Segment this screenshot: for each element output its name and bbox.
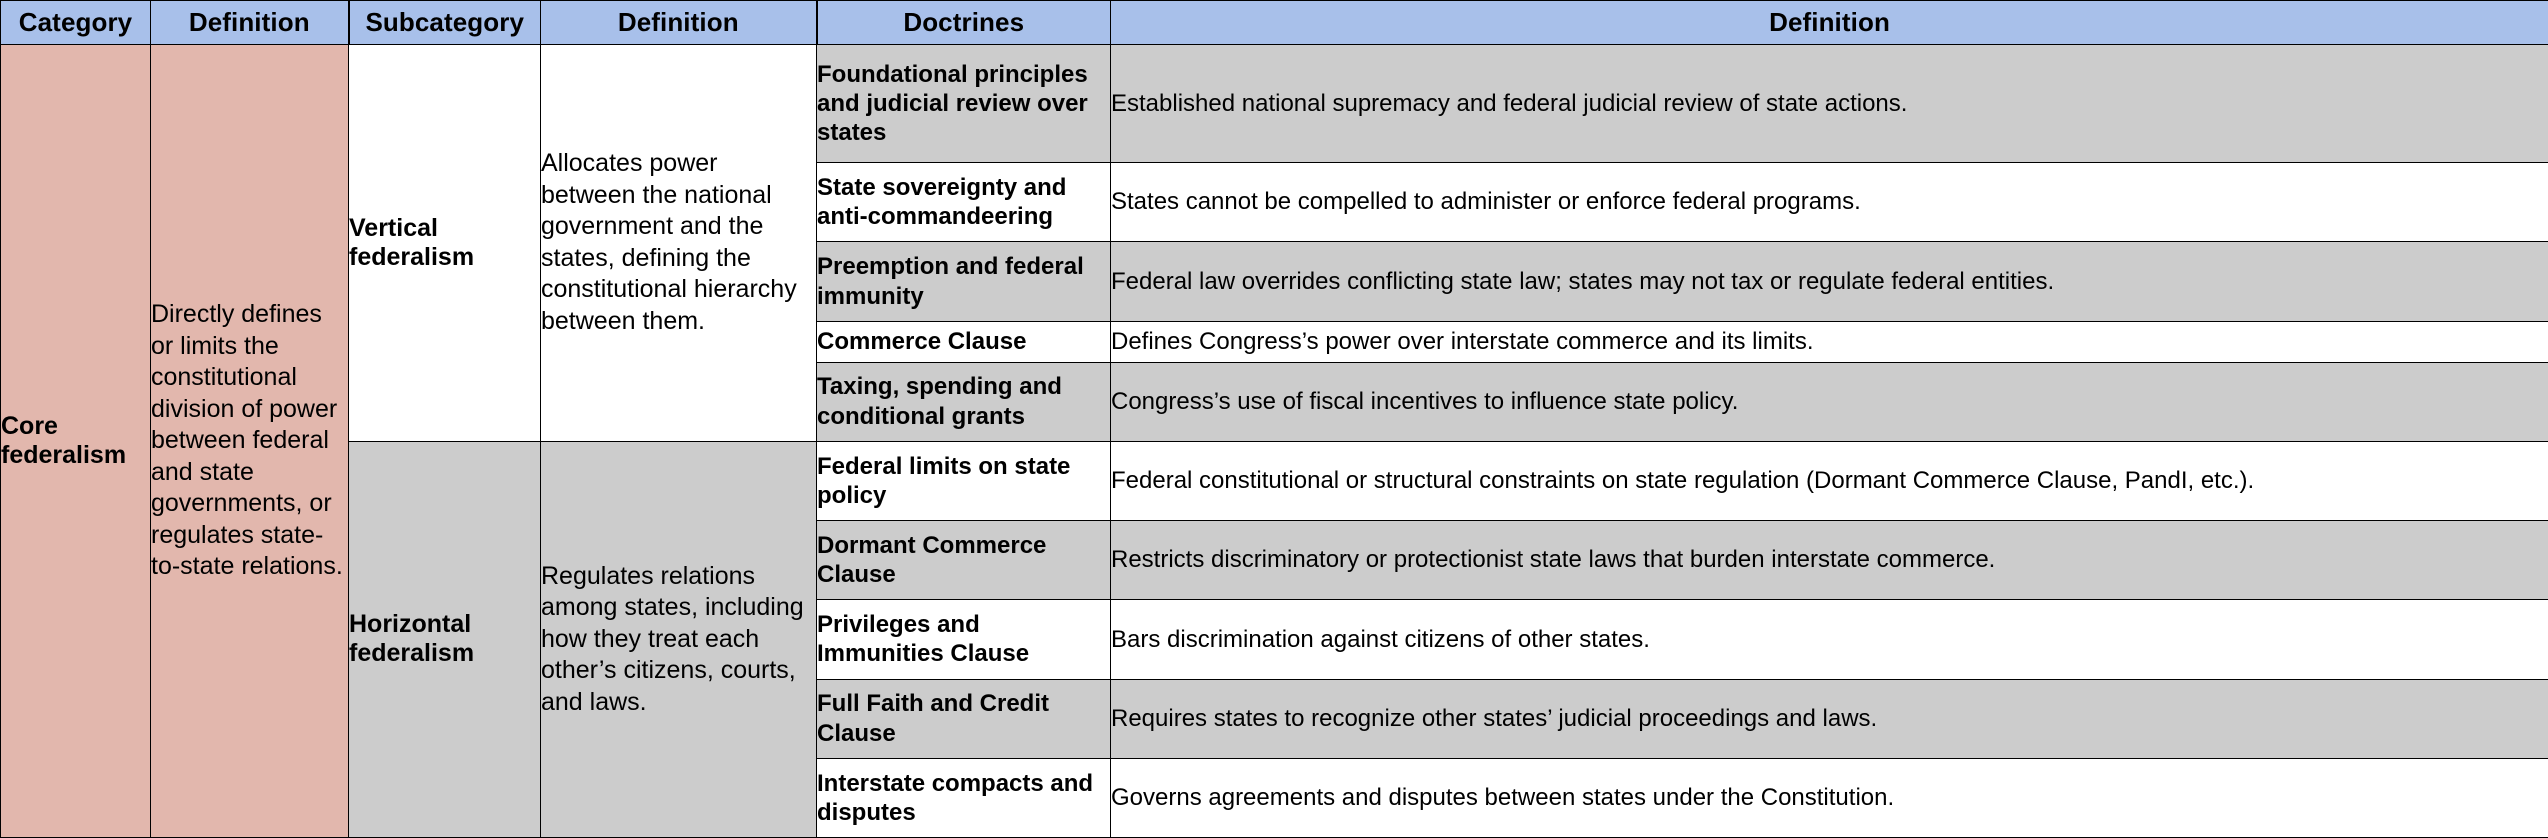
doctrine-definition-cell: Bars discrimination against citizens of other states. [1111, 600, 2548, 679]
doctrine-cell: Taxing, spending and conditional grants [817, 362, 1111, 441]
doctrine-cell: State sovereignty and anti-commandeering [817, 163, 1111, 242]
doctrine-cell: Preemption and federal immunity [817, 242, 1111, 321]
doctrine-definition-cell: Requires states to recognize other states’ judicial proceedings and laws. [1111, 679, 2548, 758]
doctrine-cell: Foundational principles and judicial review over states [817, 45, 1111, 163]
subcategory-cell: Vertical federalism [349, 45, 541, 442]
table-row [1, 45, 2548, 163]
doctrine-cell: Interstate compacts and disputes [817, 758, 1111, 837]
table-body [1, 45, 2548, 838]
doctrine-definition-cell: Restricts discriminatory or protectionist state laws that burden interstate commerce. [1111, 521, 2548, 600]
doctrine-definition-cell: Governs agreements and disputes between states under the Constitution. [1111, 758, 2548, 837]
doctrine-cell: Dormant Commerce Clause [817, 521, 1111, 600]
column-header-category: Category [1, 1, 151, 45]
column-header-subcategory: Subcategory [349, 1, 541, 45]
doctrine-definition-cell: Established national supremacy and federal judicial review of state actions. [1111, 45, 2548, 163]
doctrine-definition-cell: Federal law overrides conflicting state law; states may not tax or regulate federal entities. [1111, 242, 2548, 321]
doctrine-cell: Federal limits on state policy [817, 441, 1111, 520]
doctrine-definition-cell: Congress’s use of fiscal incentives to influence state policy. [1111, 362, 2548, 441]
doctrine-definition-cell: Defines Congress’s power over interstate commerce and its limits. [1111, 321, 2548, 362]
column-header-category-definition: Definition [151, 1, 349, 45]
column-header-doctrine-definition: Definition [1111, 1, 2548, 45]
doctrine-definition-cell: Federal constitutional or structural constraints on state regulation (Dormant Commerce Clause, PandI, etc.). [1111, 441, 2548, 520]
table-header [1, 1, 2548, 45]
doctrine-cell: Full Faith and Credit Clause [817, 679, 1111, 758]
table-row [1, 441, 2548, 520]
subcategory-cell: Horizontal federalism [349, 441, 541, 837]
doctrine-definition-cell: States cannot be compelled to administer or enforce federal programs. [1111, 163, 2548, 242]
column-header-doctrines: Doctrines [817, 1, 1111, 45]
category-definition-cell: Directly defines or limits the constitutional division of power between federal and state governments, or regulates state-to-state relations. [151, 45, 349, 838]
doctrine-cell: Commerce Clause [817, 321, 1111, 362]
column-header-subcategory-definition: Definition [541, 1, 817, 45]
header-row [1, 1, 2548, 45]
subcategory-definition-cell: Regulates relations among states, including how they treat each other’s citizens, courts, and laws. [541, 441, 817, 837]
subcategory-definition-cell: Allocates power between the national government and the states, defining the constitutional hierarchy between them. [541, 45, 817, 442]
doctrine-cell: Privileges and Immunities Clause [817, 600, 1111, 679]
category-cell: Core federalism [1, 45, 151, 838]
